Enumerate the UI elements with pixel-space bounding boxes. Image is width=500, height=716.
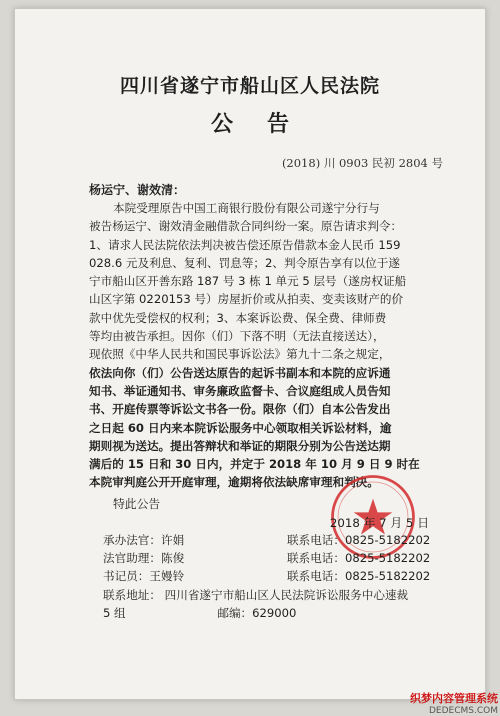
body-line: 等均由被告承担。因你（们）下落不明（无法直接送达）， — [89, 329, 385, 344]
body-line: 山区字第 0220153 号）房屋折价或从拍卖、变卖该财产的价 — [89, 292, 404, 307]
case-number: (2018) 川 0903 民初 2804 号 — [281, 156, 443, 170]
body-line: 之日起 60 日内来本院诉讼服务中心领取相关诉讼材料，逾 — [89, 420, 392, 435]
watermark — [378, 690, 498, 716]
body-line: 被告杨运宁、谢效清金融借款合同纠纷一案。原告请求判令： — [89, 219, 403, 234]
document-page — [14, 8, 486, 700]
body-line: 款中优先受偿权的权利；3、本案诉讼费、保全费、律师费 — [89, 310, 387, 325]
notice-title: 公告 — [210, 111, 323, 137]
address-line-2 — [103, 604, 443, 622]
body-line: 1、请求人民法院依法判决被告偿还原告借款本金人民币 159 — [89, 237, 401, 252]
postcode: 邮编：629000 — [217, 606, 297, 620]
addressee: 杨运宁、谢效清： — [89, 183, 186, 197]
body-line: 现依照《中华人民共和国民事诉讼法》第九十二条之规定， — [89, 347, 391, 362]
watermark-site: DEDECMS.COM — [429, 706, 498, 716]
watermark-brand: 织梦内容管理系统 — [410, 692, 498, 705]
body-line: 本院审判庭公开开庭审理，逾期将依法缺席审理和判决。 — [89, 475, 379, 490]
body-line: 本院受理原告中国工商银行股份有限公司遂宁分行与 — [113, 201, 380, 215]
judge-name: 承办法官：许娟 — [103, 533, 185, 547]
body-line: 宁市船山区开善东路 187 号 3 栋 1 单元 5 层号（遂房权证船 — [89, 274, 407, 289]
body-line: 知书、举证通知书、审务廉政监督卡、合议庭组成人员告知 — [89, 383, 391, 398]
assistant-phone: 联系电话：0825-5182202 — [287, 551, 431, 565]
address-line: 联系地址： 四川省遂宁市船山区人民法院诉讼服务中心速裁 — [103, 588, 409, 602]
address-unit: 5 组 — [103, 606, 126, 620]
body-line: 期则视为送达。提出答辩状和举证的期限分别为公告送达期 — [89, 438, 391, 453]
assistant-name: 法官助理：陈俊 — [103, 551, 185, 565]
special-notice: 特此公告 — [113, 497, 161, 511]
body-line: 028.6 元及利息、复利、罚息等；2、判令原告享有以位于遂 — [89, 255, 400, 270]
notice-date: 2018 年 7 月 5 日 — [329, 516, 429, 530]
judge-phone: 联系电话：0825-5182202 — [287, 533, 431, 547]
notice-body — [89, 199, 457, 492]
body-line: 书、开庭传票等诉讼文书各一份。限你（们）自本公告发出 — [89, 402, 391, 417]
body-line: 依法向你（们）公告送达原告的起诉书副本和本院的应诉通 — [89, 365, 391, 380]
clerk-phone: 联系电话：0825-5182202 — [287, 569, 431, 583]
clerk-name: 书记员：王嫚铃 — [103, 569, 185, 583]
court-name: 四川省遂宁市船山区人民法院 — [119, 75, 380, 97]
body-line: 满后的 15 日和 30 日内，并定于 2018 年 10 月 9 日 9 时在 — [89, 457, 420, 472]
contact-address — [103, 586, 443, 622]
